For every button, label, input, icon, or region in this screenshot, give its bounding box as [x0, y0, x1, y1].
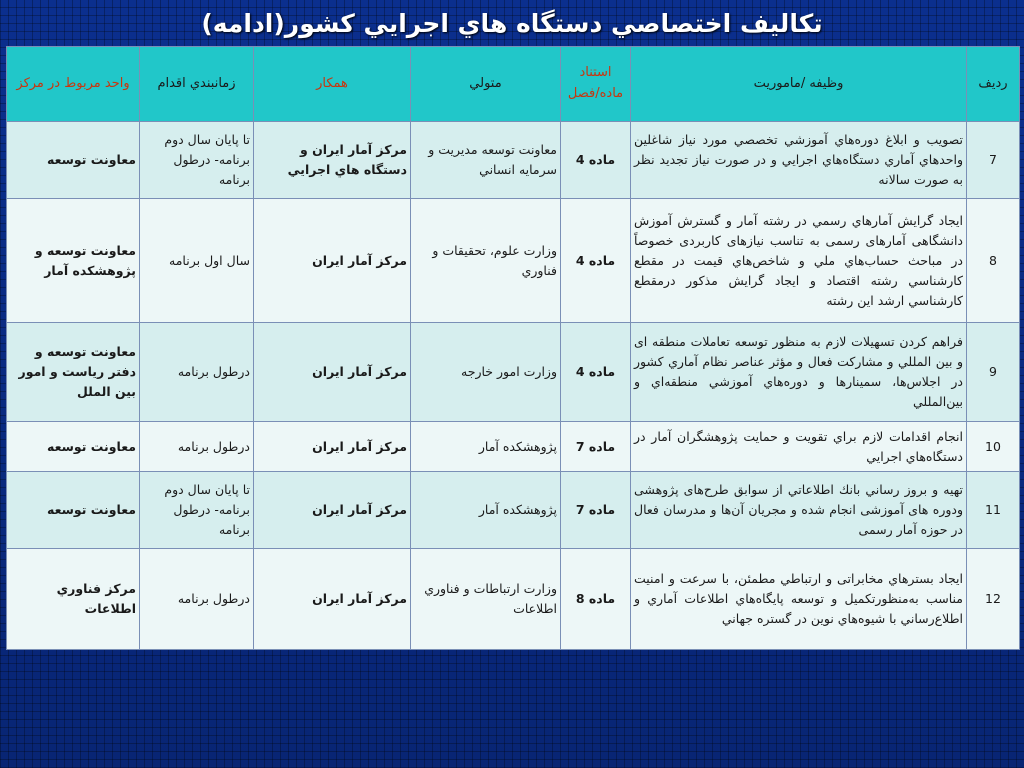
- cell-unit: معاونت توسعه: [7, 472, 140, 549]
- cell-responsible: وزارت ارتباطات و فناوري اطلاعات: [411, 549, 561, 650]
- header-row-no: رديف: [967, 47, 1020, 122]
- cell-reference: ماده 7: [561, 472, 631, 549]
- table-row: [7, 472, 1020, 549]
- header-timing: زمانبندي اقدام: [140, 47, 254, 122]
- cell-task: تصويب و ابلاغ دوره‌هاي آموزشي تخصصي مورد نياز شاغلين واحدهاي آماري دستگاه‌هاي اجرايي و در صورت نياز تجديد نظر به صورت سالانه: [631, 122, 967, 199]
- cell-partner: مركز آمار ايران: [254, 549, 411, 650]
- table-row: [7, 549, 1020, 650]
- slide-title: تكاليف اختصاصي دستگاه هاي اجرايي كشور(ادامه): [201, 9, 823, 38]
- cell-responsible: وزارت علوم، تحقيقات و فناوري: [411, 199, 561, 323]
- cell-timing: تا پايان سال دوم برنامه- درطول برنامه: [140, 472, 254, 549]
- cell-timing: سال اول برنامه: [140, 199, 254, 323]
- cell-responsible: معاونت توسعه مديريت و سرمايه انساني: [411, 122, 561, 199]
- table-row: [7, 122, 1020, 199]
- cell-responsible: پژوهشكده آمار: [411, 472, 561, 549]
- cell-task: ايجاد بسترهاي مخابراتی و ارتباطي مطمئن، با سرعت و امنيت مناسب به‌منظورتكميل و توسعه پايگاه‌هاي اطلاعات آماري و اطلاع‌رساني با شيوه‌هاي نوين در گستره جهاني: [631, 549, 967, 650]
- cell-partner: مركز آمار ايران: [254, 422, 411, 472]
- header-unit: واحد مربوط در مركز: [7, 47, 140, 122]
- assignments-table: [6, 46, 1020, 650]
- cell-partner: مركز آمار ايران: [254, 323, 411, 422]
- cell-reference: ماده 7: [561, 422, 631, 472]
- cell-partner: مركز آمار ايران و دستگاه هاي اجرايي: [254, 122, 411, 199]
- cell-responsible: پژوهشكده آمار: [411, 422, 561, 472]
- cell-task: انجام اقدامات لازم براي تقويت و حمايت پژوهشگران آمار در دستگاه‌هاي اجرايي: [631, 422, 967, 472]
- cell-row-no: 7: [967, 122, 1020, 199]
- cell-unit: مركز فناوري اطلاعات: [7, 549, 140, 650]
- cell-task: ايجاد گرايش آمارهاي رسمي در رشته آمار و گسترش آموزش دانشگاهی آمارهای رسمی به تناسب نیازهای کاربردی خصوصاً در مباحث حساب‌هاي ملي و شاخص‌هاي قيمت در مقطع كارشناسي رشته اقتصاد و ايجاد گرايش مذكور درمقطع كارشناسي ارشد اين رشته: [631, 199, 967, 323]
- cell-row-no: 11: [967, 472, 1020, 549]
- header-responsible: متولي: [411, 47, 561, 122]
- table-row: [7, 199, 1020, 323]
- cell-reference: ماده 8: [561, 549, 631, 650]
- cell-reference: ماده 4: [561, 122, 631, 199]
- cell-partner: مركز آمار ايران: [254, 472, 411, 549]
- cell-reference: ماده 4: [561, 323, 631, 422]
- table-row: [7, 422, 1020, 472]
- cell-task: فراهم كردن تسهيلات لازم به منظور توسعه تعاملات منطقه ای و بين المللي و مشاركت فعال و مؤثر عناصر نظام آماري كشور در اجلاس‌ها، سمينارها و دوره‌هاي آموزشي منطقه‌اي و بين‌المللي: [631, 323, 967, 422]
- table-header-row: [7, 47, 1020, 122]
- cell-row-no: 9: [967, 323, 1020, 422]
- cell-unit: معاونت توسعه: [7, 122, 140, 199]
- cell-task: تهيه و بروز رساني بانك اطلاعاتي از سوابق طرح‌های پژوهشی ودوره های آموزشی انجام شده و مجريان آن‌ها و مدرسان فعال در حوزه آمار رسمی: [631, 472, 967, 549]
- table-row: [7, 323, 1020, 422]
- cell-unit: معاونت توسعه: [7, 422, 140, 472]
- header-partner: همكار: [254, 47, 411, 122]
- cell-reference: ماده 4: [561, 199, 631, 323]
- cell-timing: درطول برنامه: [140, 549, 254, 650]
- cell-timing: تا پايان سال دوم برنامه- درطول برنامه: [140, 122, 254, 199]
- cell-row-no: 12: [967, 549, 1020, 650]
- cell-row-no: 10: [967, 422, 1020, 472]
- header-task: وظيفه /ماموريت: [631, 47, 967, 122]
- cell-timing: درطول برنامه: [140, 422, 254, 472]
- cell-responsible: وزارت امور خارجه: [411, 323, 561, 422]
- cell-unit: معاونت توسعه و پژوهشكده آمار: [7, 199, 140, 323]
- cell-row-no: 8: [967, 199, 1020, 323]
- cell-timing: درطول برنامه: [140, 323, 254, 422]
- cell-partner: مركز آمار ايران: [254, 199, 411, 323]
- header-reference: استناد ماده/فصل: [561, 47, 631, 122]
- cell-unit: معاونت توسعه و دفتر رياست و امور بين الملل: [7, 323, 140, 422]
